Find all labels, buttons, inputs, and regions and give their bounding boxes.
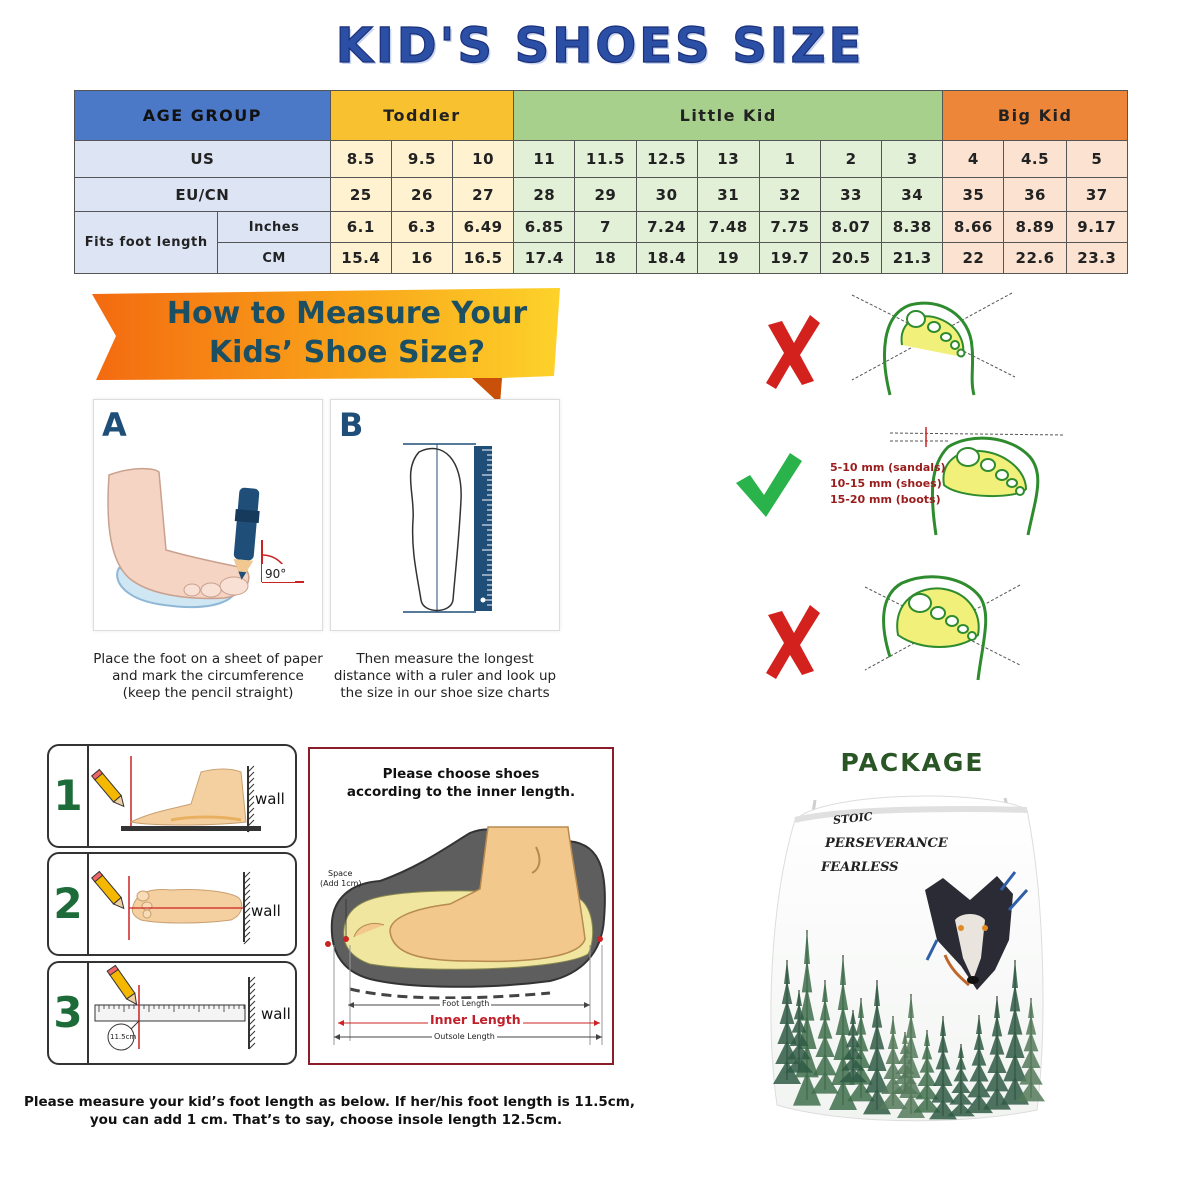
fit-note-shoes: 10-15 mm (shoes) <box>830 477 942 490</box>
fit-note-boots: 15-20 mm (boots) <box>830 493 941 506</box>
size-cell: 13 <box>697 141 759 178</box>
panel-b-caption <box>330 651 560 702</box>
size-cell: 7 <box>575 212 636 243</box>
fit-note-sandals: 5-10 mm (sandals) <box>830 461 946 474</box>
too-large-shoe-diagram <box>865 577 1020 680</box>
panel-a-trace-foot <box>93 399 323 631</box>
note-line-2: you can add 1 cm. That’s to say, choose insole length 12.5cm. <box>89 1112 563 1128</box>
table-header-row <box>75 91 1128 141</box>
inner-length-label: Inner Length <box>430 1012 521 1027</box>
correct-fit-check-icon <box>736 453 802 517</box>
size-cell: 12.5 <box>636 141 697 178</box>
banner-line-1: How to Measure Your <box>166 296 528 331</box>
page-title: KID'S SHOES SIZE <box>335 18 865 74</box>
size-cell: 8.38 <box>882 212 943 243</box>
too-small-shoe-diagram <box>852 293 1015 395</box>
size-cell: 25 <box>330 178 391 212</box>
size-cell: 35 <box>943 178 1004 212</box>
wall-label: wall <box>255 790 285 808</box>
wall-label: wall <box>261 1005 291 1023</box>
ruler-illustration <box>331 400 561 632</box>
space-add-label: (Add 1cm) <box>320 879 362 888</box>
size-cell: 28 <box>514 178 575 212</box>
fit-diagrams <box>730 285 1090 695</box>
row-label-inches: Inches <box>218 212 330 243</box>
size-cell: 37 <box>1066 178 1127 212</box>
size-cell: 10 <box>453 141 514 178</box>
step-2-number: 2 <box>49 854 89 954</box>
caption-line: Place the foot on a sheet of paper <box>93 651 323 667</box>
age-group-header: AGE GROUP <box>75 91 331 141</box>
eu-cn-size-row <box>75 178 1128 212</box>
foot-tracing-illustration <box>94 400 324 632</box>
size-cell: 29 <box>575 178 636 212</box>
little-kid-header: Little Kid <box>514 91 943 141</box>
size-cell: 17.4 <box>514 243 575 274</box>
measure-instruction-note <box>24 1093 635 1129</box>
size-cell: 7.24 <box>636 212 697 243</box>
size-cell: 34 <box>882 178 943 212</box>
size-cell: 21.3 <box>882 243 943 274</box>
size-cell: 18 <box>575 243 636 274</box>
cm-row <box>75 243 1128 274</box>
inner-title-line-2: according to the inner length. <box>346 784 576 800</box>
step-3-card <box>47 961 297 1065</box>
size-cell: 9.17 <box>1066 212 1127 243</box>
inner-title-line-1: Please choose shoes <box>382 766 540 782</box>
ruler-reading-label: 11.5cm <box>110 1033 137 1041</box>
size-cell: 6.3 <box>391 212 452 243</box>
size-cell: 8.07 <box>820 212 881 243</box>
wall-label: wall <box>251 902 281 920</box>
banner-line-2: Kids’ Shoe Size? <box>208 335 486 370</box>
wrong-fit-cross-icon <box>766 605 820 679</box>
size-cell: 32 <box>759 178 820 212</box>
size-cell: 15.4 <box>330 243 391 274</box>
size-chart-table <box>74 90 1128 274</box>
size-cell: 23.3 <box>1066 243 1127 274</box>
size-cell: 11.5 <box>575 141 636 178</box>
step-3-number: 3 <box>49 963 89 1063</box>
panel-b-measure-length <box>330 399 560 631</box>
toddler-header: Toddler <box>330 91 513 141</box>
size-cell: 18.4 <box>636 243 697 274</box>
outsole-length-label: Outsole Length <box>434 1032 495 1041</box>
caption-line: Then measure the longest <box>356 651 534 667</box>
measure-banner <box>92 286 562 406</box>
pencil-icon <box>92 770 128 810</box>
inner-box-title <box>310 765 612 801</box>
drawstring-bag-image <box>765 780 1055 1125</box>
size-cell: 33 <box>820 178 881 212</box>
size-cell: 4 <box>943 141 1004 178</box>
caption-line: the size in our shoe size charts <box>340 685 550 701</box>
size-cell: 7.48 <box>697 212 759 243</box>
row-label-fits-foot-length: Fits foot length <box>75 212 218 274</box>
size-cell: 22.6 <box>1004 243 1066 274</box>
row-label-cm: CM <box>218 243 330 274</box>
pencil-icon <box>107 965 140 1007</box>
size-cell: 27 <box>453 178 514 212</box>
size-cell: 6.1 <box>330 212 391 243</box>
size-cell: 19.7 <box>759 243 820 274</box>
step-2-card <box>47 852 297 956</box>
caption-line: (keep the pencil straight) <box>122 685 294 701</box>
panel-a-caption <box>88 651 328 702</box>
fit-comparison-illustration <box>730 285 1090 695</box>
size-cell: 8.66 <box>943 212 1004 243</box>
row-label-us: US <box>75 141 331 178</box>
size-cell: 31 <box>697 178 759 212</box>
row-label-eu-cn: EU/CN <box>75 178 331 212</box>
inner-length-diagram <box>308 747 614 1065</box>
size-cell: 30 <box>636 178 697 212</box>
size-cell: 6.85 <box>514 212 575 243</box>
bag-word-fearless: FEARLESS <box>821 860 899 875</box>
inches-row <box>75 212 1128 243</box>
package-title: PACKAGE <box>840 748 985 777</box>
big-kid-header: Big Kid <box>943 91 1128 141</box>
size-cell: 8.5 <box>330 141 391 178</box>
caption-line: and mark the circumference <box>112 668 304 684</box>
wrong-fit-cross-icon <box>766 315 820 389</box>
size-cell: 7.75 <box>759 212 820 243</box>
note-line-1: Please measure your kid’s foot length as below. If her/his foot length is 11.5cm, <box>24 1094 635 1110</box>
size-cell: 2 <box>820 141 881 178</box>
size-cell: 4.5 <box>1004 141 1066 178</box>
size-cell: 16.5 <box>453 243 514 274</box>
size-cell: 5 <box>1066 141 1127 178</box>
foot-length-label: Foot Length <box>442 999 490 1008</box>
drawstring-bag-illustration <box>765 780 1055 1125</box>
step-1-number: 1 <box>49 746 89 846</box>
panel-b-letter: B <box>339 406 364 444</box>
size-cell: 36 <box>1004 178 1066 212</box>
size-cell: 6.49 <box>453 212 514 243</box>
size-cell: 16 <box>391 243 452 274</box>
step-1-card <box>47 744 297 848</box>
us-size-row <box>75 141 1128 178</box>
panel-a-letter: A <box>102 406 127 444</box>
size-cell: 19 <box>697 243 759 274</box>
bag-word-perseverance: PERSEVERANCE <box>825 836 948 851</box>
size-cell: 26 <box>391 178 452 212</box>
bag-word-stoic: STOIC <box>832 809 874 828</box>
size-cell: 1 <box>759 141 820 178</box>
size-cell: 22 <box>943 243 1004 274</box>
pencil-icon <box>92 872 128 912</box>
size-cell: 8.89 <box>1004 212 1066 243</box>
size-cell: 20.5 <box>820 243 881 274</box>
angle-label: 90° <box>265 567 287 581</box>
space-label: Space <box>328 869 353 878</box>
caption-line: distance with a ruler and look up <box>333 668 557 684</box>
size-cell: 9.5 <box>391 141 452 178</box>
size-cell: 3 <box>882 141 943 178</box>
size-cell: 11 <box>514 141 575 178</box>
